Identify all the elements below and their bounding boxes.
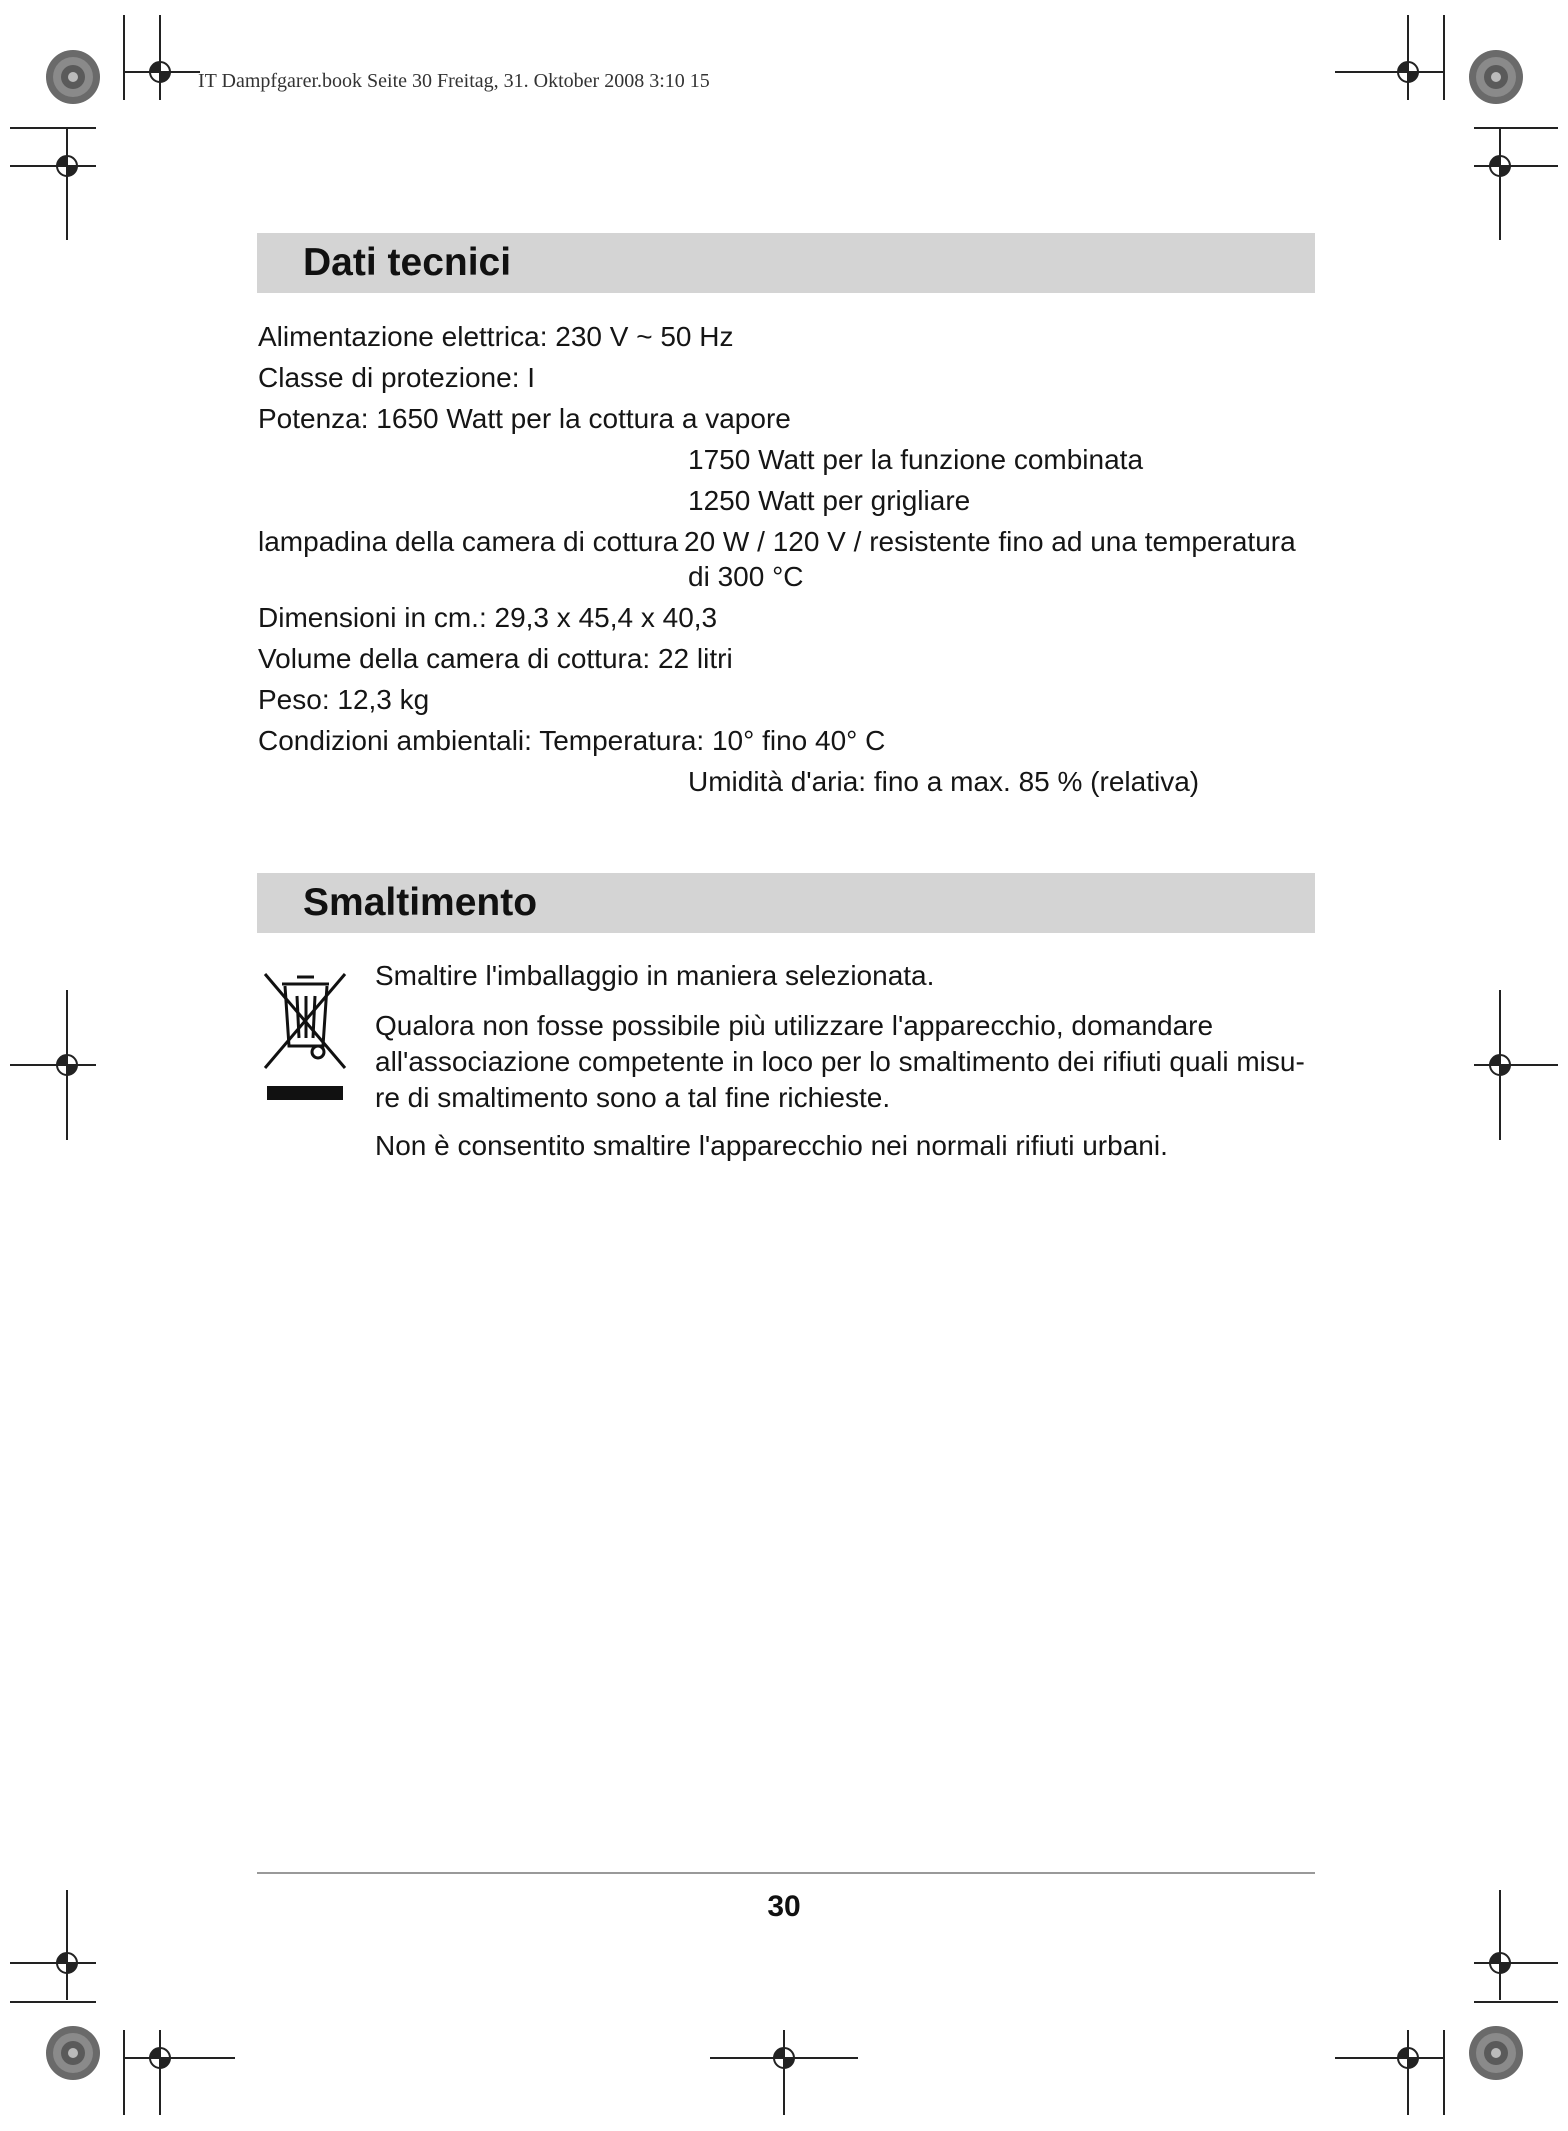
print-header: IT Dampfgarer.book Seite 30 Freitag, 31. Oktober 2008 3:10 15 — [198, 70, 710, 92]
spec-power-combined: 1750 Watt per la funzione combinata — [688, 444, 1144, 475]
crossed-out-wheelie-bin-icon — [259, 968, 351, 1103]
spec-power-steam: Potenza: 1650 Watt per la cottura a vapore — [258, 403, 791, 434]
footer-rule — [257, 1872, 1315, 1874]
section-title-disposal: Smaltimento — [303, 881, 538, 924]
spec-ambient-humidity: Umidità d'aria: fino a max. 85 % (relativa) — [688, 766, 1200, 797]
rosette-mark-top-left — [46, 50, 100, 104]
disposal-household-waste-text: Non è consentito smaltire l'apparecchio nei normali rifiuti urbani. — [375, 1130, 1168, 1161]
rosette-mark-top-right — [1469, 50, 1523, 104]
spec-power-supply: Alimentazione elettrica: 230 V ~ 50 Hz — [258, 321, 734, 352]
spec-volume: Volume della camera di cottura: 22 litri — [258, 643, 733, 674]
rosette-mark-bottom-right — [1469, 2026, 1523, 2080]
disposal-appliance-text: Qualora non fosse possibile più utilizzare l'apparecchio, domandare all'associazione competente in loco per lo smaltimento dei rifiuti quali misu-re di smaltimento sono a tal fine richieste. — [375, 1010, 1305, 1113]
disposal-packaging-text: Smaltire l'imballaggio in maniera selezionata. — [375, 960, 935, 991]
section-header-disposal — [257, 873, 1315, 933]
page-number: 30 — [767, 1890, 801, 1923]
section-title-tech: Dati tecnici — [303, 241, 512, 284]
spec-lamp-rating: 20 W / 120 V / resistente fino ad una temperatura — [684, 526, 1296, 557]
spec-protection-class: Classe di protezione: I — [258, 362, 536, 393]
spec-power-grill: 1250 Watt per grigliare — [688, 485, 971, 516]
spec-lamp-temperature: di 300 °C — [688, 561, 804, 592]
spec-dimensions: Dimensioni in cm.: 29,3 x 45,4 x 40,3 — [258, 602, 718, 633]
section-header-tech — [257, 233, 1315, 293]
rosette-mark-bottom-left — [46, 2026, 100, 2080]
spec-lamp-label: lampadina della camera di cottura — [258, 526, 679, 557]
spec-ambient-temperature: Condizioni ambientali: Temperatura: 10° fino 40° C — [258, 725, 886, 756]
spec-weight: Peso: 12,3 kg — [258, 684, 430, 715]
